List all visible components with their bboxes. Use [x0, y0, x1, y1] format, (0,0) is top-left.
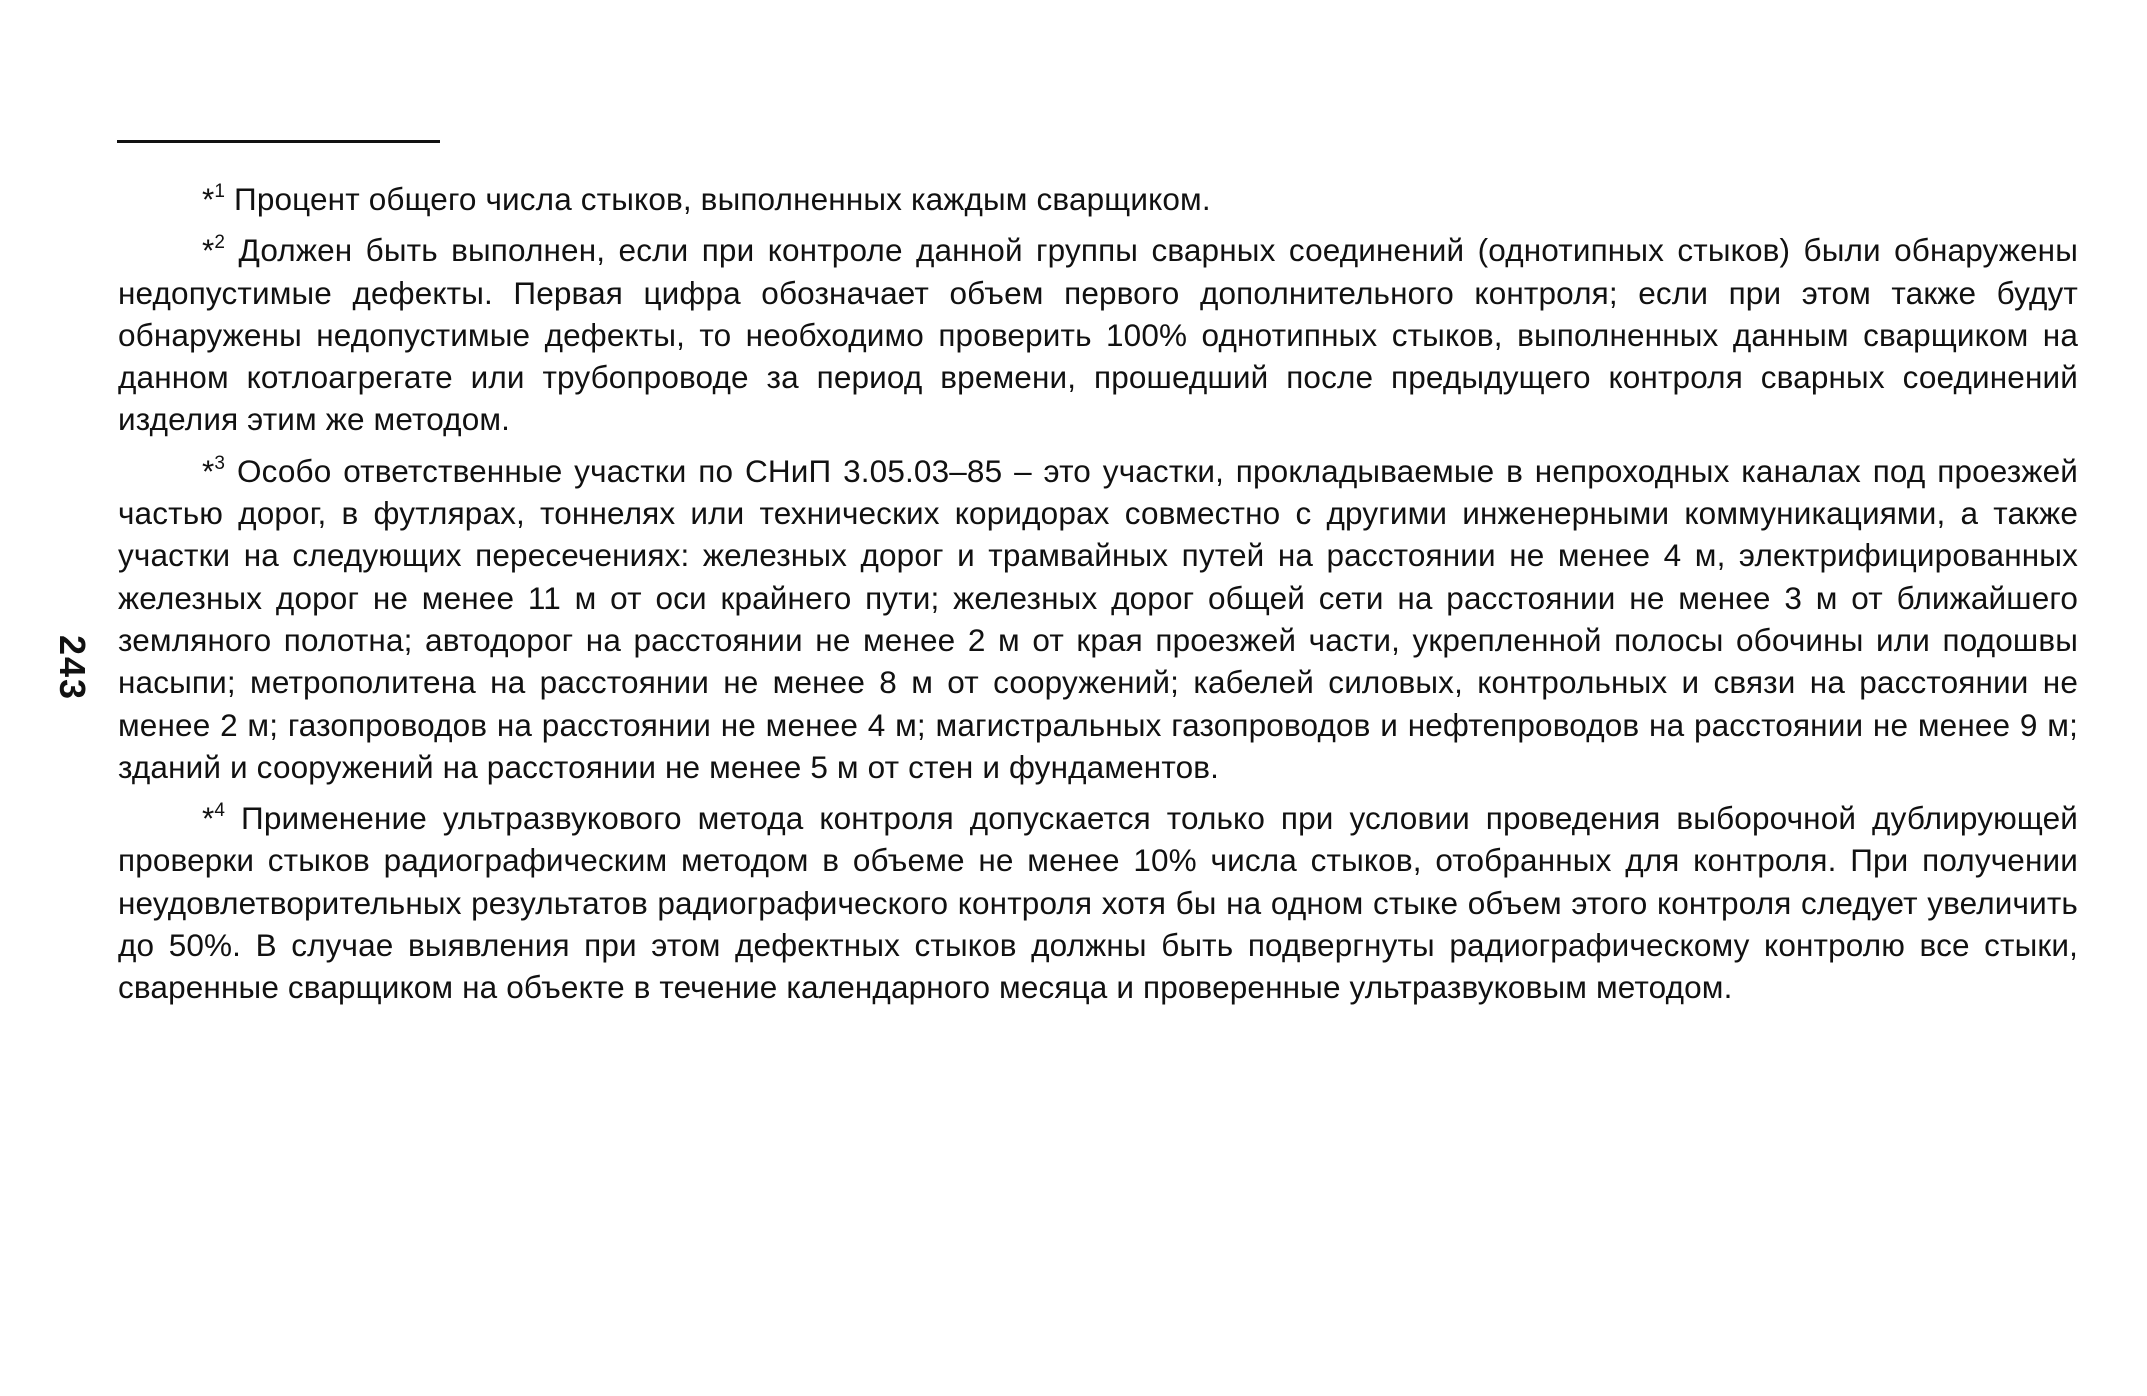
- footnote-mark: *: [202, 232, 215, 269]
- footnote-index: 3: [214, 452, 226, 474]
- page-number: 243: [52, 634, 93, 702]
- footnote-3: [118, 450, 2078, 788]
- footnotes: [118, 178, 2078, 1018]
- footnote-index: 4: [214, 800, 226, 822]
- footnote-1: [118, 178, 2078, 220]
- footnote-text: Особо ответственные участки по СНиП 3.05.03–85 – это участки, прокладываемые в непроходных каналах под проезжей частью дорог, в футлярах, тоннелях или технических коридорах совместно с другими инженерными коммуникациями, а также участки на следующих пересечениях: железных дорог и трамвайных путей на расстоянии не менее 4 м, электрифицированных железных дорог не менее 11 м от оси крайнего пути; железных дорог общей сети на расстоянии не менее 3 м от ближайшего земляного полотна; автодорог на расстоянии не менее 2 м от края проезжей части, укрепленной полосы обочины или подошвы насыпи; метрополитена на расстоянии не менее 8 м от сооружений; кабелей силовых, контрольных и связи на расстоянии не менее 2 м; газопроводов на расстоянии не менее 4 м; магистральных газопроводов и нефтепроводов на расстоянии не менее 9 м; зданий и сооружений на расстоянии не менее 5 м от стен и фундаментов.: [118, 452, 2078, 785]
- footnote-text: Должен быть выполнен, если при контроле данной группы сварных соединений (однотипных стыков) были обнаружены недопустимые дефекты. Первая цифра обозначает объем первого дополнительного контроля; если при этом также будут обнаружены недопустимые дефекты, то необходимо проверить 100% однотипных стыков, выполненных данным сварщиком на данном котлоагрегате или трубопроводе за период времени, прошедший после предыдущего контроля сварных соединений изделия этим же методом.: [118, 232, 2078, 438]
- footnote-separator: [117, 140, 440, 143]
- footnote-text: Применение ультразвукового метода контроля допускается только при условии проведения выборочной дублирующей проверки стыков радиографическим методом в объеме не менее 10% числа стыков, отобранных для контроля. При получении неудовлетворительных результатов радиографического контроля хотя бы на одном стыке объем этого контроля следует увеличить до 50%. В случае выявления при этом дефектных стыков должны быть подвергнуты радиографическому контролю все стыки, сваренные сварщиком на объекте в течение календарного месяца и проверенные ультразвуковым методом.: [118, 800, 2078, 1006]
- footnote-2: [118, 229, 2078, 440]
- footnote-mark: *: [202, 800, 215, 837]
- footnote-mark: *: [202, 181, 215, 217]
- footnote-mark: *: [202, 452, 215, 489]
- footnote-text: Процент общего числа стыков, выполненных каждым сварщиком.: [225, 181, 1211, 217]
- footnote-index: 2: [214, 232, 226, 254]
- footnote-4: [118, 797, 2078, 1008]
- footnote-index: 1: [214, 181, 226, 202]
